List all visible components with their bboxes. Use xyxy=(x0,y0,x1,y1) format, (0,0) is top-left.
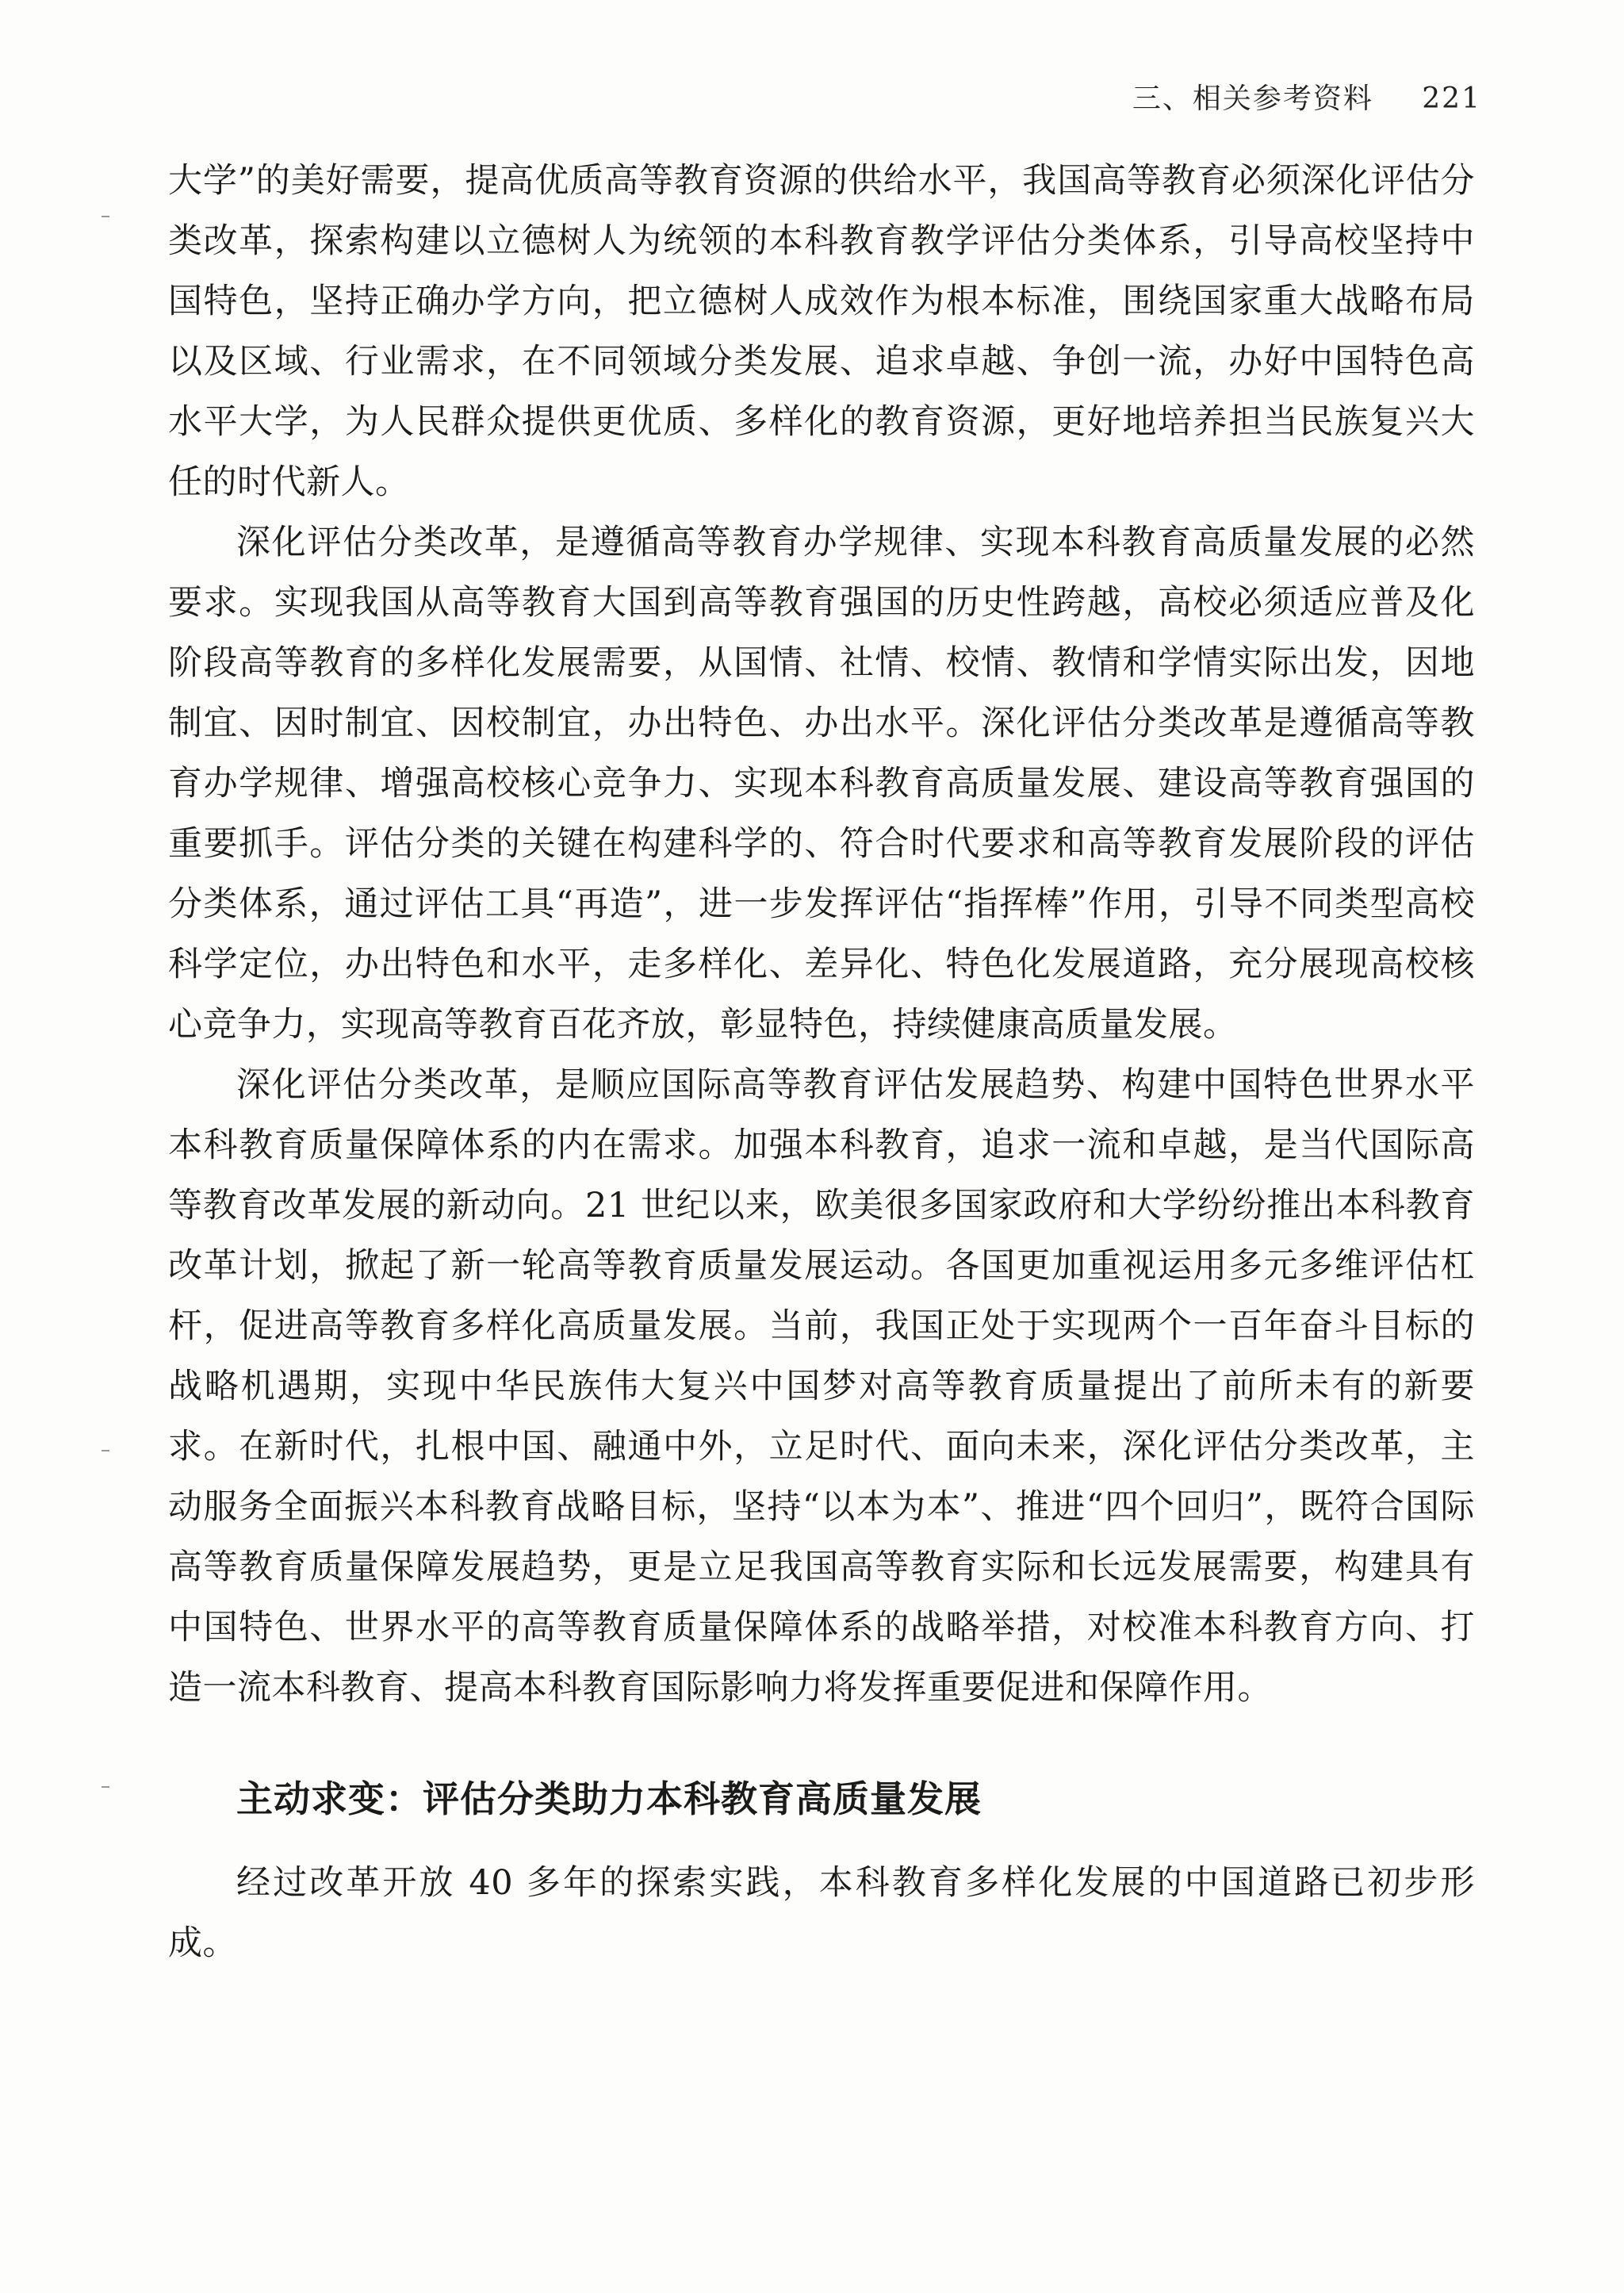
margin-mark xyxy=(102,216,109,217)
running-header-section: 三、相关参考资料 xyxy=(1132,82,1373,115)
section-heading: 主动求变：评估分类助力本科教育高质量发展 xyxy=(236,1777,982,1820)
page-body xyxy=(168,151,1475,1973)
paragraph: 深化评估分类改革，是遵循高等教育办学规律、实现本科教育高质量发展的必然要求。实现我国从高等教育大国到高等教育强国的历史性跨越，高校必须适应普及化阶段高等教育的多样化发展需要，从国情、社情、校情、教情和学情实际出发，因地制宜、因时制宜、因校制宜，办出特色、办出水平。深化评估分类改革是遵循高等教育办学规律、增强高校核心竞争力、实现本科教育高质量发展、建设高等教育强国的重要抓手。评估分类的关键在构建科学的、符合时代要求和高等教育发展阶段的评估分类体系，通过评估工具“再造”，进一步发挥评估“指挥棒”作用，引导不同类型高校科学定位，办出特色和水平，走多样化、差异化、特色化发展道路，充分展现高校核心竞争力，实现高等教育百花齐放，彰显特色，持续健康高质量发展。 xyxy=(168,523,1475,1045)
running-header xyxy=(1132,76,1481,117)
page-number: 221 xyxy=(1422,82,1481,115)
paragraph: 经过改革开放 40 多年的探索实践，本科教育多样化发展的中国道路已初步形成。 xyxy=(168,1863,1475,1963)
margin-mark xyxy=(102,1450,109,1451)
paragraph-continued: 大学”的美好需要，提高优质高等教育资源的供给水平，我国高等教育必须深化评估分类改革，探索构建以立德树人为统领的本科教育教学评估分类体系，引导高校坚持中国特色，坚持正确办学方向，把立德树人成效作为根本标准，围绕国家重大战略布局以及区域、行业需求，在不同领域分类发展、追求卓越、争创一流，办好中国特色高水平大学，为人民群众提供更优质、多样化的教育资源，更好地培养担当民族复兴大任的时代新人。 xyxy=(168,161,1475,502)
paragraph: 深化评估分类改革，是顺应国际高等教育评估发展趋势、构建中国特色世界水平本科教育质量保障体系的内在需求。加强本科教育，追求一流和卓越，是当代国际高等教育改革发展的新动向。21 世纪以来，欧美很多国家政府和大学纷纷推出本科教育改革计划，掀起了新一轮高等教育质量发展运动。各国更加重视运用多元多维评估杠杆，促进高等教育多样化高质量发展。当前，我国正处于实现两个一百年奋斗目标的战略机遇期，实现中华民族伟大复兴中国梦对高等教育质量提出了前所未有的新要求。在新时代，扎根中国、融通中外，立足时代、面向未来，深化评估分类改革，主动服务全面振兴本科教育战略目标，坚持“以本为本”、推进“四个回归”，既符合国际高等教育质量保障发展趋势，更是立足我国高等教育实际和长远发展需要，构建具有中国特色、世界水平的高等教育质量保障体系的战略举措，对校准本科教育方向、打造一流本科教育、提高本科教育国际影响力将发挥重要促进和保障作用。 xyxy=(168,1065,1475,1708)
margin-mark xyxy=(102,1786,109,1788)
